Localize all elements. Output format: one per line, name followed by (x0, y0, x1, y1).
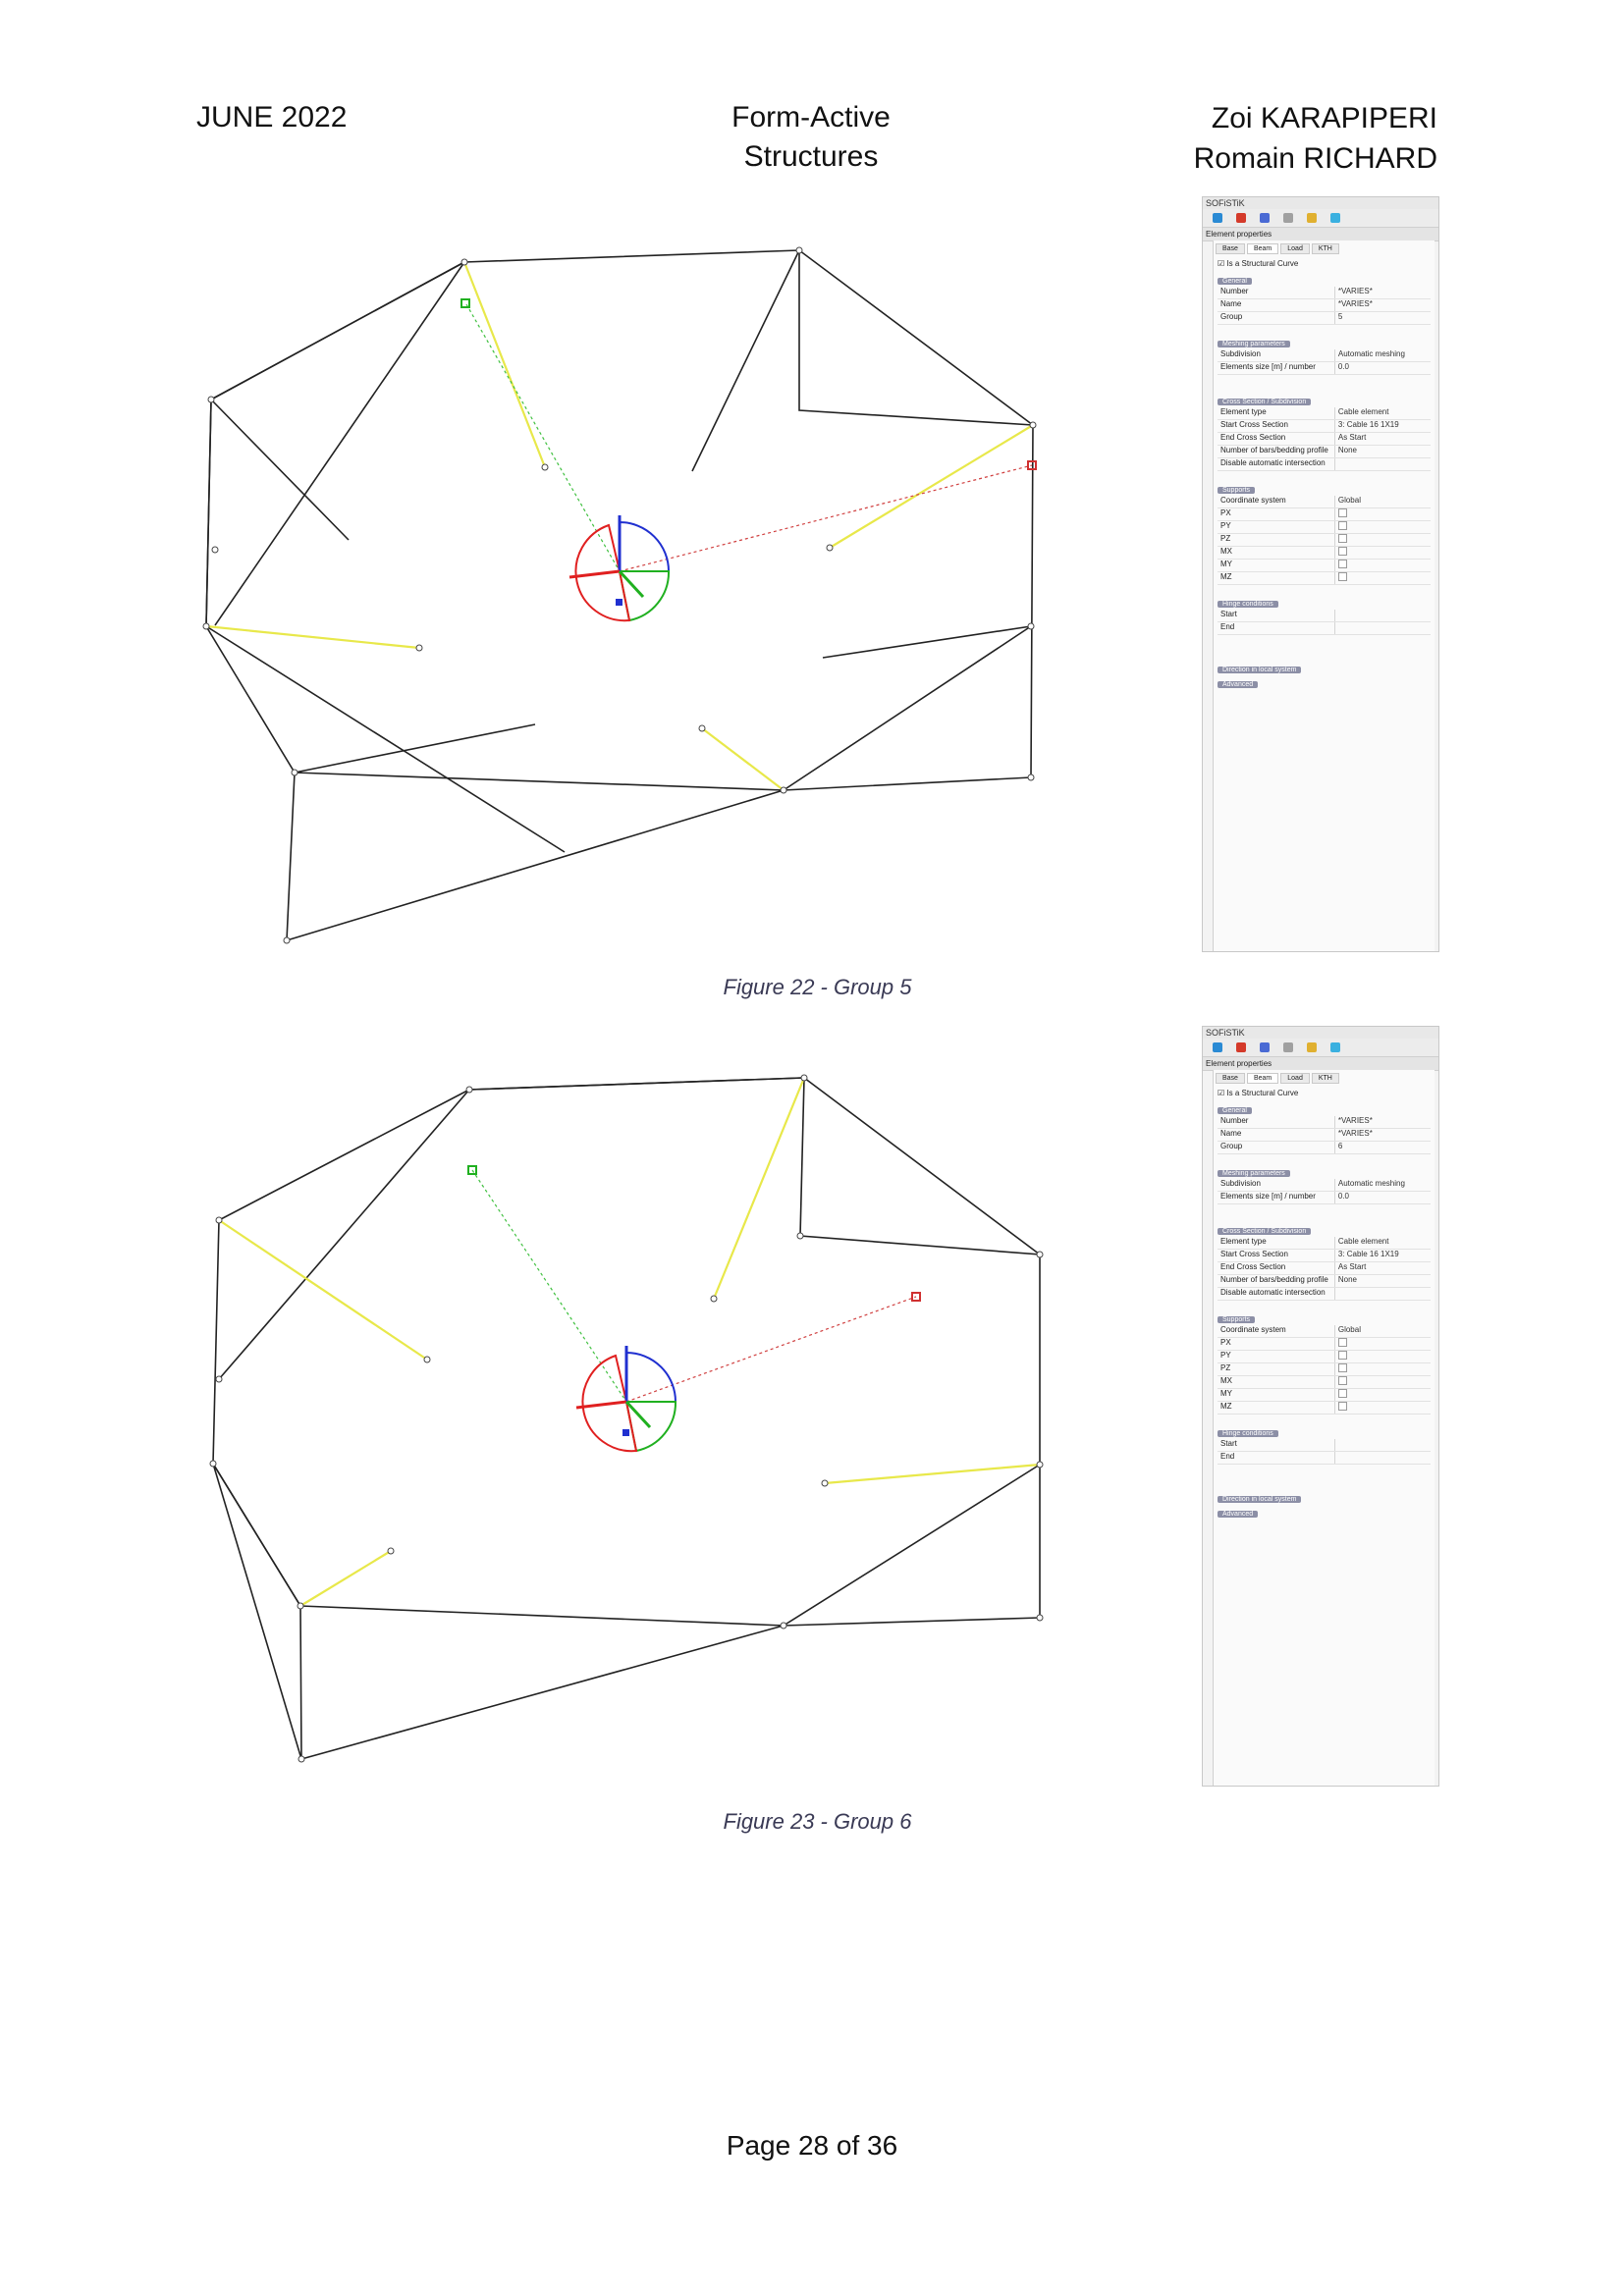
structure-drawing (191, 1026, 1056, 1787)
panel-toolbar (1203, 209, 1438, 228)
pz-checkbox[interactable] (1338, 1363, 1347, 1372)
structure-drawing (191, 196, 1056, 952)
gizmo-icon[interactable] (461, 299, 1036, 620)
panel-subtitle: Element properties (1203, 228, 1438, 241)
toolbar-icon[interactable] (1236, 1042, 1246, 1052)
prop-row: Group 5 (1218, 312, 1431, 325)
prop-row: Element type Cable element (1218, 1237, 1431, 1250)
prop-row: MY (1218, 560, 1431, 572)
toolbar-icon[interactable] (1260, 213, 1270, 223)
section-cross[interactable]: Cross Section / Subdivision (1218, 1226, 1431, 1235)
properties-tabs (1214, 1070, 1435, 1087)
figure-caption: Figure 22 - Group 5 (723, 975, 912, 999)
header-author-1: Zoi KARAPIPERI (1211, 102, 1437, 134)
general-table (1218, 287, 1431, 325)
header-authors (1194, 98, 1437, 179)
model-viewport[interactable] (191, 1026, 1056, 1787)
toolbar-icon[interactable] (1307, 213, 1317, 223)
section-supports[interactable]: Supports (1218, 1314, 1431, 1323)
section-advanced[interactable]: Advanced (1218, 679, 1431, 688)
prop-row: Start (1218, 610, 1431, 622)
prop-row: PX (1218, 1338, 1431, 1351)
my-checkbox[interactable] (1338, 560, 1347, 568)
prop-row: Subdivision Automatic meshing (1218, 1179, 1431, 1192)
header-title: Form-Active Structures (731, 101, 891, 173)
properties-area (1213, 1070, 1435, 1786)
toolbar-icon[interactable] (1307, 1042, 1317, 1052)
prop-row: Start Cross Section 3: Cable 16 1X19 (1218, 1250, 1431, 1262)
model-viewport[interactable] (191, 196, 1056, 952)
gizmo-icon[interactable] (468, 1166, 920, 1451)
section-local[interactable]: Direction in local system (1218, 665, 1431, 673)
prop-row: Disable automatic intersection (1218, 1288, 1431, 1301)
mx-checkbox[interactable] (1338, 547, 1347, 556)
supports-table (1218, 496, 1431, 585)
cross-table (1218, 407, 1431, 471)
prop-row: Number *VARIES* (1218, 1116, 1431, 1129)
structural-curve-checkbox[interactable]: ☑ Is a Structural Curve (1218, 1089, 1299, 1097)
toolbar-icon[interactable] (1236, 213, 1246, 223)
cable-net-edges (206, 250, 1033, 940)
figure-caption: Figure 23 - Group 6 (723, 1809, 912, 1834)
section-supports[interactable]: Supports (1218, 485, 1431, 494)
toolbar-icon[interactable] (1330, 213, 1340, 223)
tab-beam[interactable]: Beam (1247, 243, 1278, 254)
prop-row: MZ (1218, 572, 1431, 585)
header-author-2: Romain RICHARD (1193, 142, 1437, 175)
hinges-table (1218, 1439, 1431, 1465)
panel-app-title: SOFiSTiK (1203, 1027, 1438, 1039)
prop-row: PY (1218, 1351, 1431, 1363)
structural-curve-label: Is a Structural Curve (1226, 1089, 1299, 1097)
mx-checkbox[interactable] (1338, 1376, 1347, 1385)
prop-row: Elements size [m] / number 0.0 (1218, 362, 1431, 375)
toolbar-icon[interactable] (1330, 1042, 1340, 1052)
prop-row: Subdivision Automatic meshing (1218, 349, 1431, 362)
section-hinges[interactable]: Hinge conditions (1218, 599, 1431, 608)
px-checkbox[interactable] (1338, 508, 1347, 517)
prop-row: MX (1218, 547, 1431, 560)
figure-group-6 (191, 1026, 1443, 1834)
prop-row: Name *VARIES* (1218, 1129, 1431, 1142)
section-local[interactable]: Direction in local system (1218, 1494, 1431, 1503)
structural-curve-checkbox[interactable]: ☑ Is a Structural Curve (1218, 259, 1299, 268)
prop-row: MZ (1218, 1402, 1431, 1415)
section-general[interactable]: General (1218, 1105, 1431, 1114)
prop-row: End Cross Section As Start (1218, 1262, 1431, 1275)
prop-row: MY (1218, 1389, 1431, 1402)
prop-row: PZ (1218, 534, 1431, 547)
cross-table (1218, 1237, 1431, 1301)
py-checkbox[interactable] (1338, 1351, 1347, 1360)
mz-checkbox[interactable] (1338, 1402, 1347, 1411)
section-general[interactable]: General (1218, 276, 1431, 285)
prop-row: Name *VARIES* (1218, 299, 1431, 312)
toolbar-icon[interactable] (1283, 1042, 1293, 1052)
tab-load[interactable]: Load (1280, 1073, 1310, 1084)
toolbar-icon[interactable] (1260, 1042, 1270, 1052)
tab-base[interactable]: Base (1216, 1073, 1245, 1084)
tab-kth[interactable]: KTH (1312, 243, 1339, 254)
figure-group-5 (191, 196, 1443, 999)
tab-kth[interactable]: KTH (1312, 1073, 1339, 1084)
prop-row: PZ (1218, 1363, 1431, 1376)
prop-row: End Cross Section As Start (1218, 433, 1431, 446)
sofistik-panel[interactable] (1202, 1026, 1439, 1787)
page-number: Page 28 of 36 (726, 2130, 898, 2161)
section-cross[interactable]: Cross Section / Subdivision (1218, 397, 1431, 405)
nodes (210, 1075, 1043, 1762)
general-table (1218, 1116, 1431, 1154)
section-advanced[interactable]: Advanced (1218, 1509, 1431, 1518)
meshing-table (1218, 1179, 1431, 1204)
prop-row: Start Cross Section 3: Cable 16 1X19 (1218, 420, 1431, 433)
prop-row: Element type Cable element (1218, 407, 1431, 420)
toolbar-icon[interactable] (1213, 213, 1222, 223)
prop-row: Number *VARIES* (1218, 287, 1431, 299)
prop-row: Group 6 (1218, 1142, 1431, 1154)
prop-row: Number of bars/bedding profile None (1218, 446, 1431, 458)
prop-row: Disable automatic intersection (1218, 458, 1431, 471)
properties-area (1213, 240, 1435, 951)
prop-row: Coordinate system Global (1218, 1325, 1431, 1338)
prop-row: End (1218, 622, 1431, 635)
panel-subtitle: Element properties (1203, 1057, 1438, 1071)
panel-toolbar (1203, 1039, 1438, 1057)
hinges-table (1218, 610, 1431, 635)
tab-beam[interactable]: Beam (1247, 1073, 1278, 1084)
header-date: JUNE 2022 (196, 101, 348, 133)
my-checkbox[interactable] (1338, 1389, 1347, 1398)
prop-row: Elements size [m] / number 0.0 (1218, 1192, 1431, 1204)
sofistik-panel[interactable] (1202, 196, 1439, 952)
tab-base[interactable]: Base (1216, 243, 1245, 254)
prop-row: Coordinate system Global (1218, 496, 1431, 508)
toolbar-icon[interactable] (1213, 1042, 1222, 1052)
section-hinges[interactable]: Hinge conditions (1218, 1428, 1431, 1437)
pz-checkbox[interactable] (1338, 534, 1347, 543)
prop-row: Start (1218, 1439, 1431, 1452)
supports-table (1218, 1325, 1431, 1415)
meshing-table (1218, 349, 1431, 375)
px-checkbox[interactable] (1338, 1338, 1347, 1347)
nodes (203, 247, 1036, 943)
prop-row: MX (1218, 1376, 1431, 1389)
structural-curve-label: Is a Structural Curve (1226, 259, 1299, 268)
toolbar-icon[interactable] (1283, 213, 1293, 223)
prop-row: PY (1218, 521, 1431, 534)
cable-net-edges (213, 1078, 1040, 1759)
prop-row: Number of bars/bedding profile None (1218, 1275, 1431, 1288)
section-meshing[interactable]: Meshing parameters (1218, 339, 1431, 347)
tab-load[interactable]: Load (1280, 243, 1310, 254)
panel-app-title: SOFiSTiK (1203, 197, 1438, 209)
mz-checkbox[interactable] (1338, 572, 1347, 581)
prop-row: PX (1218, 508, 1431, 521)
highlighted-cables (219, 1078, 1040, 1606)
section-meshing[interactable]: Meshing parameters (1218, 1168, 1431, 1177)
properties-tabs (1214, 240, 1435, 257)
py-checkbox[interactable] (1338, 521, 1347, 530)
prop-row: End (1218, 1452, 1431, 1465)
